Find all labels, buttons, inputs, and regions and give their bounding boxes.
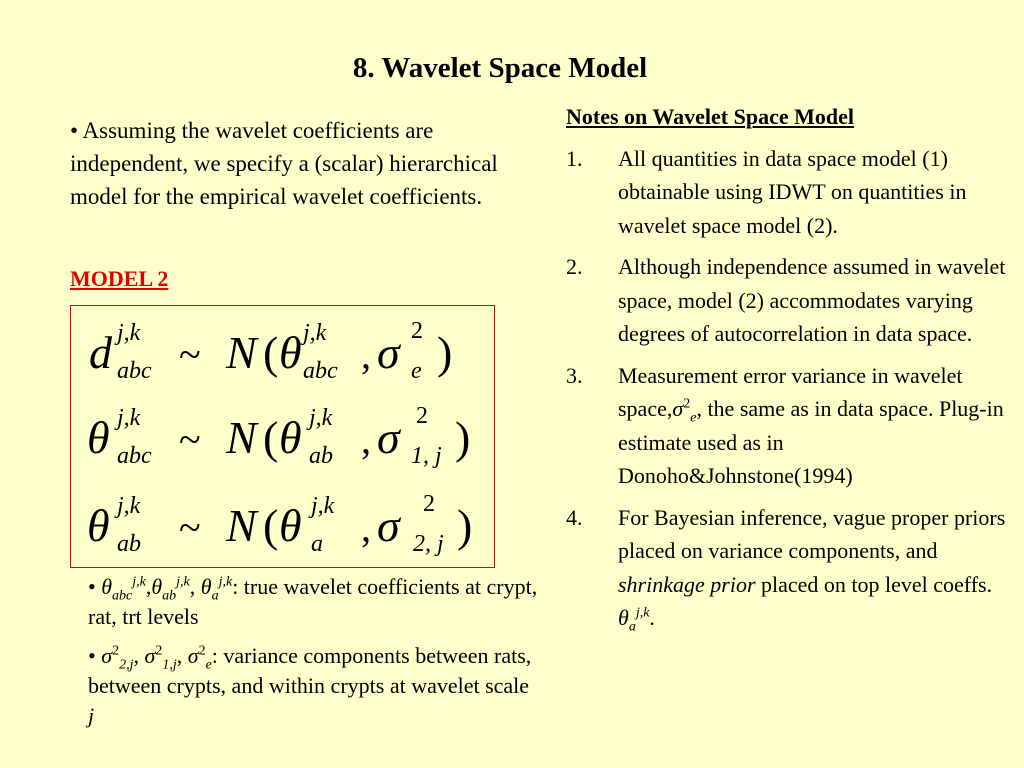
eq3-sigma-sup: 2 xyxy=(423,491,435,517)
eq3-sigma-sub: 2, j xyxy=(413,531,444,557)
bullet-variance-components xyxy=(88,641,538,731)
slide-title: 8. Wavelet Space Model xyxy=(352,52,648,84)
sub-e: e xyxy=(690,410,697,426)
separator: , xyxy=(189,574,201,599)
eq1-sigma: σ xyxy=(377,327,400,378)
eq1-sigma-sup: 2 xyxy=(411,318,423,344)
sup-2: 2 xyxy=(155,643,163,659)
eq3-comma: , xyxy=(361,505,371,550)
sub-ab: ab xyxy=(162,588,177,604)
theta-symbol: θ xyxy=(200,574,212,599)
eq2-sigma: σ xyxy=(377,412,400,463)
eq2-sigma-sup: 2 xyxy=(416,403,428,429)
note-text: Although independence assumed in wavelet space, model (2) accommodates varying degrees of autocorrelation in data space. xyxy=(618,254,1006,346)
sup-jk: j,k xyxy=(218,574,233,590)
note-text: placed on top level coeffs. xyxy=(755,571,993,597)
eq1-close: ) xyxy=(437,327,453,378)
sup-2: 2 xyxy=(198,643,206,659)
note-number: 3. xyxy=(566,362,583,388)
note-number: 1. xyxy=(566,145,583,171)
note-text: . xyxy=(649,605,655,630)
eq1-lhs-d: d xyxy=(89,327,112,378)
equation-3 xyxy=(87,491,472,557)
eq1-theta: θ xyxy=(279,327,302,378)
eq2-close: ) xyxy=(455,412,471,463)
note-2 xyxy=(566,250,1016,351)
eq1-comma: , xyxy=(361,332,371,377)
eq1-tilde: ~ xyxy=(179,332,201,377)
sup-jk: j,k xyxy=(635,605,650,621)
sub-a: a xyxy=(211,588,219,604)
theta-symbol: θ xyxy=(151,574,163,599)
eq2-theta: θ xyxy=(279,412,302,463)
bullet-text: : true wavelet coefficients at crypt, rat, trt levels xyxy=(88,574,538,629)
left-bullets xyxy=(88,572,538,740)
sub-e: e xyxy=(205,657,212,673)
eq1-theta-sub: abc xyxy=(303,358,338,384)
eq3-theta: θ xyxy=(279,500,302,551)
sigma-symbol: σ xyxy=(101,643,113,668)
separator: , xyxy=(133,643,145,668)
eq3-theta-sup: j,k xyxy=(311,493,335,519)
eq2-tilde: ~ xyxy=(179,417,201,462)
notes-column xyxy=(566,100,1016,643)
eq2-lhs-sup: j,k xyxy=(117,405,141,431)
sup-2: 2 xyxy=(112,643,120,659)
eq2-comma: , xyxy=(361,417,371,462)
eq3-lhs-sup: j,k xyxy=(117,493,141,519)
bullet-marker: • xyxy=(70,118,79,143)
note-1 xyxy=(566,142,1016,243)
model-label: MODEL 2 xyxy=(70,266,169,291)
scale-j: j xyxy=(88,703,95,728)
eq2-sigma-sub: 1, j xyxy=(411,443,442,469)
note-3 xyxy=(566,359,1016,493)
equation-2 xyxy=(87,403,470,469)
note-number: 2. xyxy=(566,254,583,279)
sub-a: a xyxy=(628,619,636,635)
sub-2j: 2,j xyxy=(119,657,134,673)
sup-2: 2 xyxy=(683,396,691,412)
eq3-lhs-theta: θ xyxy=(87,500,110,551)
notes-heading: Notes on Wavelet Space Model xyxy=(566,104,855,129)
eq3-open: ( xyxy=(263,500,279,551)
sup-jk: j,k xyxy=(132,574,146,590)
eq2-lhs-sub: abc xyxy=(117,443,152,469)
eq1-theta-sup: j,k xyxy=(303,320,327,346)
note-number: 4. xyxy=(566,504,583,530)
note-4 xyxy=(566,501,1016,635)
eq1-N: N xyxy=(226,327,257,378)
sub-abc: abc xyxy=(112,588,133,604)
separator: , xyxy=(176,643,188,668)
eq3-theta-sub: a xyxy=(311,531,323,557)
eq2-theta-sup: j,k xyxy=(309,405,333,431)
eq2-lhs-theta: θ xyxy=(87,412,110,463)
note-text: Measurement error variance in wavelet space, xyxy=(618,362,963,421)
eq1-lhs-sup: j,k xyxy=(117,320,141,346)
eq2-open: ( xyxy=(263,412,279,463)
bullet-marker: • xyxy=(88,574,96,599)
note-emphasis: shrinkage prior xyxy=(618,571,756,597)
bullet-text: : variance components between rats, between crypts, and within crypts at wavelet scale xyxy=(88,643,532,698)
note-text: For Bayesian inference, vague proper priors placed on variance components, and xyxy=(618,504,1006,563)
note-text: All quantities in data space model (1) obtainable using IDWT on quantities in wavelet space model (2). xyxy=(618,145,967,238)
bullet-marker: • xyxy=(88,643,96,668)
eq3-lhs-sub: ab xyxy=(117,531,141,557)
eq3-N: N xyxy=(226,500,257,551)
sigma-symbol: σ xyxy=(144,643,156,668)
eq1-sigma-sub: e xyxy=(411,358,422,384)
separator: , xyxy=(145,574,152,599)
eq2-theta-sub: ab xyxy=(309,443,333,469)
eq1-lhs-sub: abc xyxy=(117,358,152,384)
eq1-open: ( xyxy=(263,327,279,378)
eq3-sigma: σ xyxy=(377,500,400,551)
note-text: , the same as in data space. Plug-in estimate used as in Donoho&Johnstone(1994) xyxy=(618,396,1004,488)
sup-jk: j,k xyxy=(176,574,190,590)
sub-1j: 1,j xyxy=(162,657,177,673)
theta-symbol: θ xyxy=(618,605,629,630)
equation-box xyxy=(70,305,495,568)
bullet-true-coefficients xyxy=(88,572,538,632)
equation-1 xyxy=(89,318,452,384)
intro-paragraph xyxy=(70,114,540,213)
intro-text: Assuming the wavelet coefficients are independent, we specify a (scalar) hierarchical model for the empirical wavelet coefficients. xyxy=(70,118,498,209)
eq2-N: N xyxy=(226,412,257,463)
sigma-symbol: σ xyxy=(187,643,199,668)
eq3-close: ) xyxy=(457,500,473,551)
sigma-symbol: σ xyxy=(672,396,684,421)
equations-svg xyxy=(71,306,496,569)
eq3-tilde: ~ xyxy=(179,505,201,550)
theta-symbol: θ xyxy=(101,574,113,599)
